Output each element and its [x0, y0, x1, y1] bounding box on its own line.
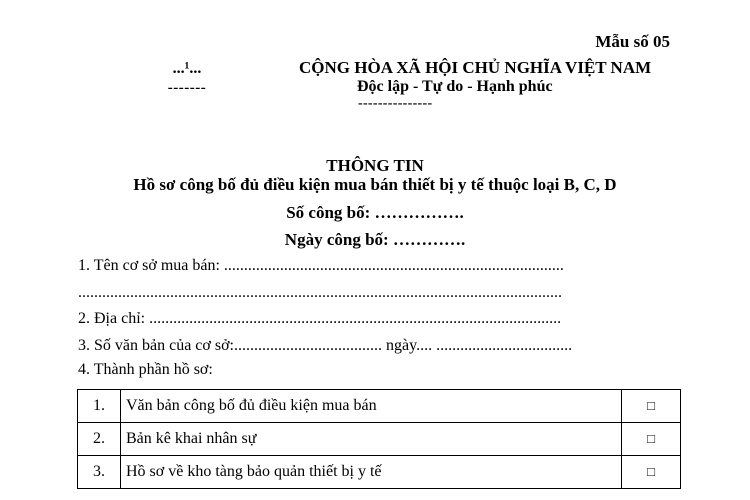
row-text: Hồ sơ về kho tàng bảo quản thiết bị y tế: [121, 456, 622, 489]
checkbox-icon[interactable]: □: [622, 390, 681, 423]
table-row: [78, 423, 681, 456]
row-text: Văn bản công bố đủ điều kiện mua bán: [121, 390, 622, 423]
form-number: Mẫu số 05: [595, 32, 670, 51]
row-text: Bản kê khai nhân sự: [121, 423, 622, 456]
publication-date: Ngày công bố: ………….: [284, 230, 466, 249]
dossier-components-label: 4. Thành phần hồ sơ:: [78, 361, 213, 378]
table-row: [78, 390, 681, 423]
motto-underline: ---------------: [358, 96, 433, 111]
document-number-field: 3. Số văn bản của cơ sở:..................................... ngày.... ..................................: [78, 337, 573, 354]
document-subtitle: Hồ sơ công bố đủ điều kiện mua bán thiết bị y tế thuộc loại B, C, D: [133, 175, 617, 194]
country-name: CỘNG HÒA XÃ HỘI CHỦ NGHĨA VIỆT NAM: [299, 58, 652, 77]
checkbox-icon[interactable]: □: [622, 456, 681, 489]
checkbox-icon[interactable]: □: [622, 423, 681, 456]
address-field: 2. Địa chỉ: .......................................................................................................: [78, 310, 562, 327]
document-title: THÔNG TIN: [326, 156, 424, 175]
row-number: 2.: [78, 423, 121, 456]
facility-name-continuation: .........................................................................................................................: [78, 284, 562, 301]
table-row: [78, 456, 681, 489]
national-motto: Độc lập - Tự do - Hạnh phúc: [357, 78, 553, 95]
dossier-components-table: [77, 389, 681, 489]
row-number: 3.: [78, 456, 121, 489]
publication-number: Số công bố: …………….: [286, 203, 464, 222]
facility-name-field: 1. Tên cơ sở mua bán: .....................................................................................: [78, 257, 564, 274]
organization-underline: -------: [167, 80, 207, 96]
row-number: 1.: [78, 390, 121, 423]
organization-placeholder: ...¹...: [172, 60, 202, 77]
